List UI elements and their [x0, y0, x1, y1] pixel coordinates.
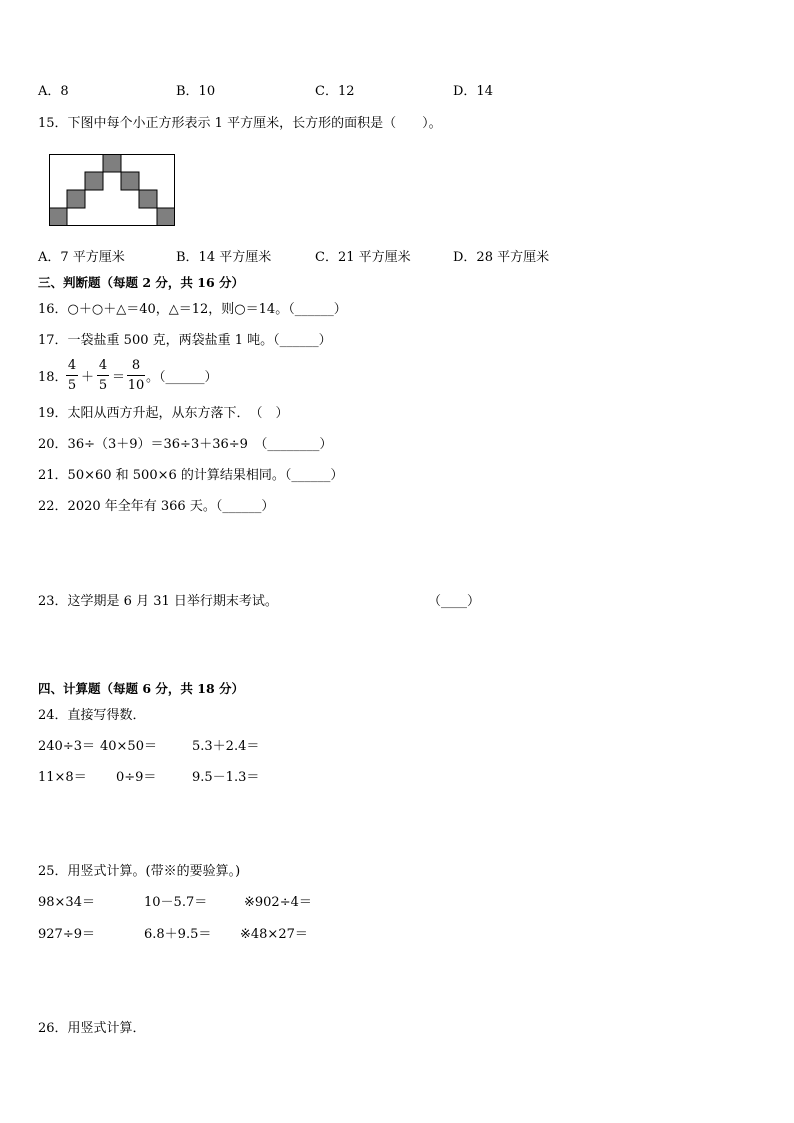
q24-problem: 0÷9＝: [116, 770, 157, 785]
shaded-unit-square: [85, 172, 103, 190]
q18-f2-numerator: 4: [98, 358, 108, 373]
q25-text: 25．用竖式计算。(带※的要验算。): [38, 864, 241, 879]
q25-problem: 927÷9＝: [38, 927, 95, 942]
q24-problem: 11×8＝: [38, 770, 87, 785]
q15-option-a[interactable]: A．7 平方厘米: [38, 250, 125, 265]
q22-text: 22．2020 年全年有 366 天。（______）: [38, 499, 275, 514]
q20-text: 20．36÷（3＋9）＝36÷3＋36÷9 （________）: [38, 437, 333, 452]
q25-problem: ※48×27＝: [240, 927, 308, 942]
q25-problem: 98×34＝: [38, 895, 95, 910]
shaded-unit-square: [121, 172, 139, 190]
q14-option-b[interactable]: B．10: [176, 84, 216, 99]
q25-problem: 6.8＋9.5＝: [144, 927, 212, 942]
q23-text: 23．这学期是 6 月 31 日举行期末考试。: [38, 594, 278, 609]
q14-options: [0, 84, 794, 100]
shaded-unit-square: [103, 154, 121, 172]
q17-text: 17．一袋盐重 500 克，两袋盐重 1 吨。（______）: [38, 333, 332, 348]
q18-prefix: 18．: [38, 370, 68, 385]
q19-text: 19．太阳从西方升起，从东方落下． （ ）: [38, 406, 289, 421]
q24-problem: 9.5－1.3＝: [192, 770, 260, 785]
q18-f1-denominator: 5: [67, 378, 77, 393]
section4-title: 四、计算题（每题 6 分，共 18 分）: [38, 681, 245, 696]
q15-text: 15．下图中每个小正方形表示 1 平方厘米，长方形的面积是（ ）。: [38, 116, 442, 131]
shaded-unit-square: [139, 190, 157, 208]
q14-option-c[interactable]: C．12: [315, 84, 355, 99]
q18-f3-numerator: 8: [131, 358, 141, 373]
q18-f2-denominator: 5: [98, 378, 108, 393]
q15-options: [0, 250, 794, 266]
q15-option-d[interactable]: D．28 平方厘米: [453, 250, 550, 265]
q14-option-a[interactable]: A．8: [38, 84, 69, 99]
q25-problem: ※902÷4＝: [244, 895, 312, 910]
q25-problem: 10－5.7＝: [144, 895, 208, 910]
q16-text: 16．○＋○＋△＝40，△＝12，则○＝14。（______）: [38, 302, 347, 317]
q18-f1-numerator: 4: [67, 358, 77, 373]
q18-fraction-3: [127, 358, 145, 393]
q15-option-b[interactable]: B．14 平方厘米: [176, 250, 272, 265]
q26-text: 26．用竖式计算．: [38, 1021, 146, 1036]
shaded-unit-square: [49, 208, 67, 226]
q24-problem: 5.3＋2.4＝: [192, 739, 260, 754]
q23-answer-blank[interactable]: （____）: [428, 594, 481, 609]
q18-fraction-1: [66, 358, 78, 393]
shaded-unit-square: [67, 190, 85, 208]
staircase-grid-figure: [49, 154, 175, 226]
q15-option-c[interactable]: C．21 平方厘米: [315, 250, 411, 265]
q14-option-d[interactable]: D．14: [453, 84, 493, 99]
q18-f3-denominator: 10: [127, 378, 145, 393]
q18-suffix: 。（______）: [146, 370, 218, 385]
q18-equals: ＝: [112, 370, 126, 385]
shaded-unit-square: [157, 208, 175, 226]
q18-plus: ＋: [81, 370, 95, 385]
section3-title: 三、判断题（每题 2 分，共 16 分）: [38, 275, 245, 290]
q18-fraction-2: [97, 358, 109, 393]
q24-problem: 40×50＝: [100, 739, 157, 754]
q24-text: 24．直接写得数．: [38, 708, 146, 723]
q24-problem: 240÷3＝: [38, 739, 95, 754]
q21-text: 21．50×60 和 500×6 的计算结果相同。（______）: [38, 468, 344, 483]
